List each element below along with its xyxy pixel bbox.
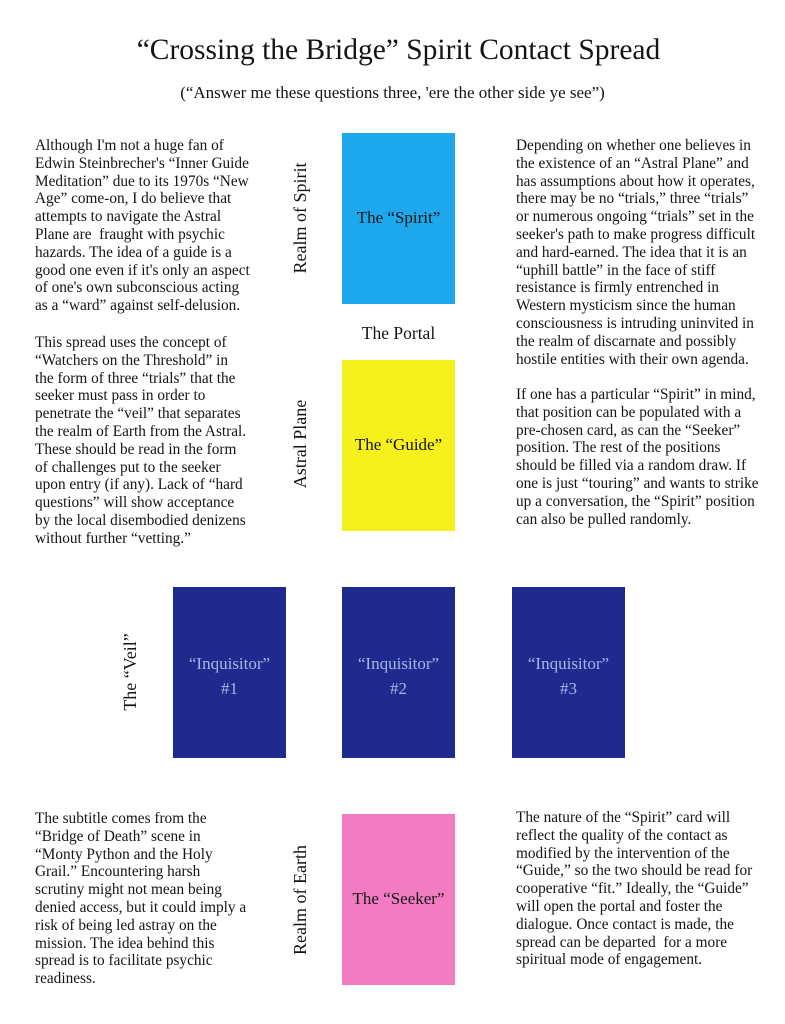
text-line: penetrate the “veil” that separates (35, 405, 241, 423)
text-line: position. The rest of the positions (516, 439, 721, 457)
text-line: Depending on whether one believes in (516, 137, 751, 154)
portal-label: The Portal (361, 323, 436, 343)
subtitle-source-paragraph (35, 810, 246, 988)
text-line: risk of being led astray on the (35, 916, 217, 934)
text-line: up a conversation, the “Spirit” position (516, 492, 755, 510)
text-line: seeker must pass in order to (35, 387, 206, 405)
realm-of-earth-label: Realm of Earth (290, 845, 310, 955)
text-line: readiness. (35, 970, 96, 988)
text-line: cooperative “fit.” Ideally, the “Guide” (516, 880, 749, 898)
spirit-card-label: The “Spirit” (356, 208, 441, 228)
text-line: The nature of the “Spirit” card will (516, 809, 731, 826)
guide-card-label: The “Guide” (354, 435, 443, 455)
inquisitor-card-label: “Inquisitor” (188, 653, 271, 673)
text-line: the realm of Earth from the Astral. (35, 422, 247, 440)
guide-card (342, 360, 455, 531)
text-line: scrutiny might not mean being (35, 881, 222, 899)
inquisitor-card-label: “Inquisitor” (357, 653, 440, 673)
text-line: These should be read in the form (35, 440, 237, 458)
text-line: Meditation” due to its 1970s “New (35, 172, 249, 190)
text-line: Grail.” Encountering harsh (35, 863, 201, 881)
text-line: should be filled via a random draw. If (516, 457, 747, 475)
spirit-card (342, 133, 455, 304)
text-line: the realm of discarnate and possibly (516, 332, 737, 350)
text-line: dialogue. Once contact is made, the (516, 915, 734, 933)
text-line: questions” will show acceptance (35, 494, 235, 512)
text-line: the form of three “trials” that the (35, 369, 236, 387)
text-line: reflect the quality of the contact as (516, 826, 728, 844)
text-line: Age” come-on, I do believe that (35, 190, 232, 208)
text-line: modified by the intervention of the (516, 844, 730, 862)
trials-paragraph (516, 137, 755, 368)
text-line: pre-chosen card, as can the “Seeker” (516, 421, 741, 439)
text-line: “Guide,” so the two should be read for (516, 862, 753, 880)
text-line: will open the portal and foster the (516, 897, 723, 915)
seeker-card-label: The “Seeker” (352, 889, 445, 909)
text-line: of one's own subconscious acting (35, 279, 240, 297)
inquisitor-card-3 (512, 587, 625, 758)
page-subtitle: (“Answer me these questions three, 'ere the other side ye see”) (180, 83, 605, 102)
inquisitor-card-2 (342, 587, 455, 758)
card-selection-paragraph (516, 386, 759, 528)
text-line: upon entry (if any). Lack of “hard (35, 476, 243, 494)
inquisitor-card-1 (173, 587, 286, 758)
interpretation-paragraph (516, 809, 752, 969)
text-line: Although I'm not a huge fan of (35, 137, 224, 154)
text-line: one is just “touring” and wants to strike (516, 474, 759, 492)
text-line: can also be pulled randomly. (516, 510, 692, 528)
text-line: seeker's path to make progress difficult (516, 225, 756, 243)
text-line: Western mysticism since the human (516, 297, 736, 315)
text-line: by the local disembodied denizens (35, 511, 246, 529)
text-line: If one has a particular “Spirit” in mind, (516, 386, 756, 403)
text-line: spread can be departed for a more (516, 933, 728, 951)
text-line: “uphill battle” in the face of stiff (516, 261, 716, 279)
intro-paragraph (35, 137, 250, 315)
astral-plane-label: Astral Plane (290, 399, 310, 489)
text-line: Plane are fraught with psychic (35, 225, 225, 243)
inquisitor-card-number: #2 (390, 678, 407, 698)
text-line: good one even if it's only an aspect (35, 261, 250, 279)
veil-label: The “Veil” (120, 633, 140, 711)
text-line: Edwin Steinbrecher's “Inner Guide (35, 154, 249, 172)
text-line: This spread uses the concept of (35, 334, 227, 351)
inquisitor-card-number: #1 (221, 678, 238, 698)
text-line: “Watchers on the Threshold” in (35, 351, 229, 369)
text-line: or numerous ongoing “trials” set in the (516, 208, 754, 226)
page-title: “Crossing the Bridge” Spirit Contact Spread (136, 34, 661, 66)
text-line: the existence of an “Astral Plane” and (516, 154, 749, 172)
text-line: attempts to navigate the Astral (35, 208, 222, 226)
text-line: The subtitle comes from the (35, 810, 207, 827)
text-line: “Monty Python and the Holy (35, 845, 213, 863)
text-line: as a “ward” against self-delusion. (35, 297, 241, 315)
text-line: and hard-earned. The idea that it is an (516, 243, 747, 261)
inquisitor-card-number: #3 (560, 678, 577, 698)
realm-of-spirit-label: Realm of Spirit (290, 162, 310, 274)
text-line: mission. The idea behind this (35, 934, 215, 952)
text-line: of challenges put to the seeker (35, 458, 221, 476)
text-line: resistance is firmly entrenched in (516, 279, 720, 297)
threshold-paragraph (35, 334, 246, 548)
text-line: denied access, but it could imply a (35, 898, 247, 916)
text-line: spiritual mode of engagement. (516, 951, 703, 969)
text-line: without further “vetting.” (35, 529, 191, 547)
text-line: has assumptions about how it operates, (516, 172, 755, 190)
text-line: hazards. The idea of a guide is a (35, 243, 232, 261)
text-line: “Bridge of Death” scene in (35, 827, 201, 845)
text-line: consciousness is intruding uninvited in (516, 314, 754, 332)
inquisitor-card-label: “Inquisitor” (527, 653, 610, 673)
text-line: that position can be populated with a (516, 403, 742, 421)
seeker-card (342, 814, 455, 985)
text-line: there may be no “trials,” three “trials” (516, 190, 749, 208)
text-line: hostile entities with their own agenda. (516, 350, 749, 368)
text-line: spread is to facilitate psychic (35, 952, 213, 970)
